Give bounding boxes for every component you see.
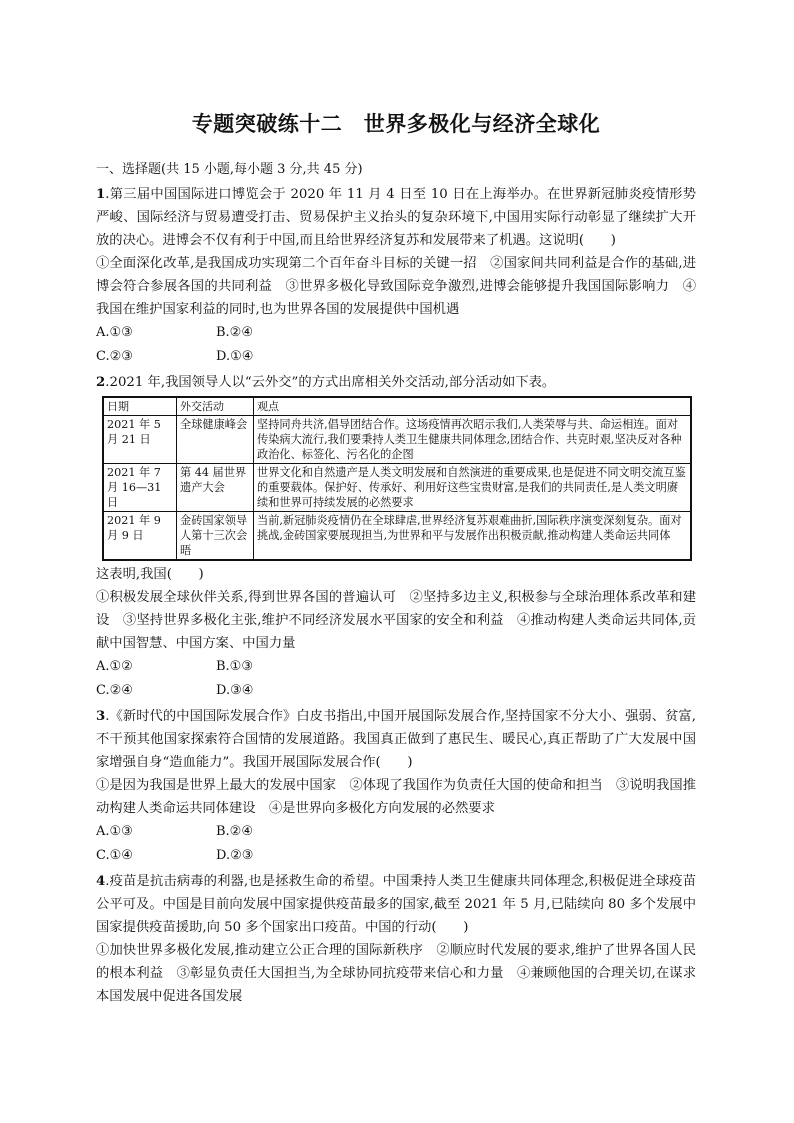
question-statements: ①全面深化改革,是我国成功实现第二个百年奋斗目标的关键一招 ②国家间共同利益是合作的基础,进博会符合参展各国的共同利益 ③世界多极化导致国际竞争激烈,进博会能够提升我国国际影响力 ④我国在维护国家利益的同时,也为世界各国的发展提供中国机遇 [96,256,696,317]
table-row [103,416,691,464]
table-cell-view: 世界文化和自然遗产是人类文明发展和自然演进的重要成果,也是促进不同文明交流互鉴的重要载体。保护好、传承好、利用好这些宝贵财富,是我们的共同责任,是人类文明赓续和世界可持续发展的必然要求 [254,464,692,512]
table-row [103,464,691,512]
table-cell-activity: 金砖国家领导人第十三次会晤 [177,512,254,561]
question-statements: ①加快世界多极化发展,推动建立公正合理的国际新秩序 ②顺应时代发展的要求,维护了世界各国人民的根本利益 ③彰显负责任大国担当,为全球协同抗疫带来信心和力量 ④兼顾他国的合理关切,在谋求本国发展中促进各国发展 [96,943,696,1004]
option-d[interactable]: D.①④ [216,349,254,364]
question-stem: .2021 年,我国领导人以“云外交”的方式出席相关外交活动,部分活动如下表。 [105,375,556,390]
question-statements: ①是因为我国是世界上最大的发展中国家 ②体现了我国作为负责任大国的使命和担当 ③说明我国推动构建人类命运共同体建设 ④是世界向多极化方向发展的必然要求 [96,778,696,816]
question-number: 4 [96,874,106,889]
option-c[interactable]: C.②④ [96,683,133,698]
option-b[interactable]: B.①③ [216,659,253,674]
option-d[interactable]: D.③④ [216,683,254,698]
table-cell-view: 坚持同舟共济,倡导团结合作。这场疫情再次昭示我们,人类荣辱与共、命运相连。面对传染病大流行,我们要秉持人类卫生健康共同体理念,团结合作、共克时艰,坚决反对各种政治化、标签化、污名化的企图 [254,416,692,464]
table-row [103,512,691,561]
table-cell-view: 当前,新冠肺炎疫情仍在全球肆虐,世界经济复苏艰难曲折,国际秩序演变深刻复杂。面对挑战,金砖国家要展现担当,为世界和平与发展作出积极贡献,推动构建人类命运共同体 [254,512,692,561]
page-title: 专题突破练十二 世界多极化与经济全球化 [191,112,601,136]
option-a[interactable]: A.①② [96,659,133,674]
question-2 [96,371,696,394]
answer-options [96,655,696,703]
option-a[interactable]: A.①③ [96,325,133,340]
option-c[interactable]: C.①④ [96,848,133,863]
answer-options [96,820,696,868]
option-d[interactable]: D.②③ [216,848,254,863]
question-statements: ①积极发展全球伙伴关系,得到世界各国的普遍认可 ②坚持多边主义,积极参与全球治理体系改革和建设 ③坚持世界多极化主张,维护不同经济发展水平国家的安全和利益 ④推动构建人类命运共同体,贡献中国智慧、中国方案、中国力量 [96,590,696,651]
table-header-row [103,397,691,416]
table-header: 观点 [254,397,692,416]
table-cell-date: 2021 年 5 月 21 日 [103,416,177,464]
question-stem: .第三届中国国际进口博览会于 2020 年 11 月 4 日至 10 日在上海举办。在世界新冠肺炎疫情形势严峻、国际经济与贸易遭受打击、贸易保护主义抬头的复杂环境下,中国用实际行动彰显了继续扩大开放的决心。进博会不仅有利于中国,而且给世界经济复苏和发展带来了机遇。这说明( ) [96,187,696,248]
worksheet-page [96,108,696,1008]
table-cell-date: 2021 年 7 月 16—31 日 [103,464,177,512]
option-b[interactable]: B.②④ [216,325,253,340]
table-header: 外交活动 [177,397,254,416]
question-prompt: 这表明,我国( ) [96,567,204,582]
diplomacy-table [102,396,692,561]
table-cell-date: 2021 年 9 月 9 日 [103,512,177,561]
question-stem: .《新时代的中国国际发展合作》白皮书指出,中国开展国际发展合作,坚持国家不分大小、强弱、贫富,不干预其他国家探索符合国情的发展道路。我国真正做到了惠民生、暖民心,真正帮助了广大发展中国家增强自身“造血能力”。我国开展国际发展合作( ) [96,709,696,770]
question-number: 1 [96,187,106,202]
question-1 [96,183,696,252]
option-c[interactable]: C.②③ [96,349,133,364]
question-number: 3 [96,709,106,724]
question-4 [96,870,696,939]
answer-options [96,321,696,369]
question-number: 2 [96,375,106,390]
section-heading: 一、选择题(共 15 小题,每小题 3 分,共 45 分) [96,162,363,177]
table-cell-activity: 全球健康峰会 [177,416,254,464]
table-header: 日期 [103,397,177,416]
question-3 [96,705,696,774]
table-cell-activity: 第 44 届世界遗产大会 [177,464,254,512]
option-b[interactable]: B.②④ [216,824,253,839]
option-a[interactable]: A.①③ [96,824,133,839]
question-stem: .疫苗是抗击病毒的利器,也是拯救生命的希望。中国秉持人类卫生健康共同体理念,积极促进全球疫苗公平可及。中国是目前向发展中国家提供疫苗最多的国家,截至 2021 年 5 月,已陆续向 80 多个发展中国家提供疫苗援助,向 50 多个国家出口疫苗。中国的行动( ) [96,874,696,935]
